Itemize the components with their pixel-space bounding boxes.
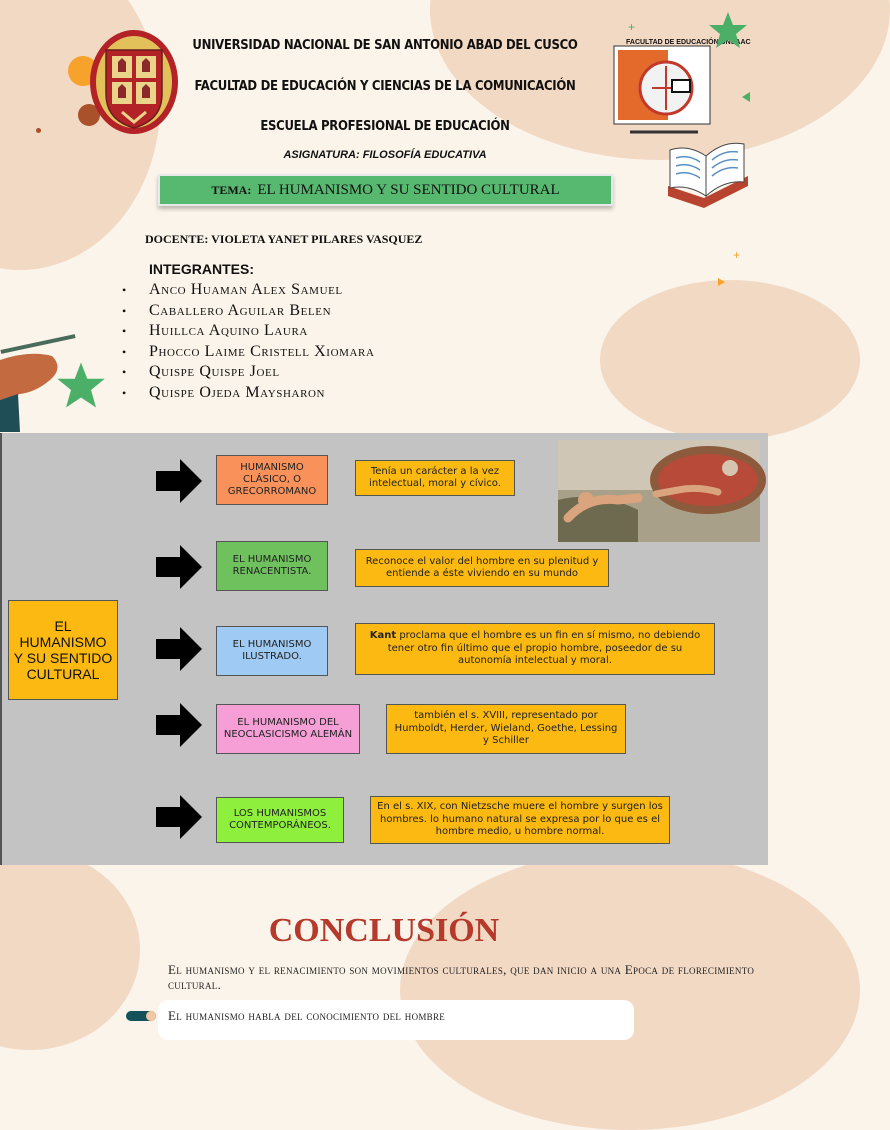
humanism-classic-desc: Tenía un carácter a la vez intelectual, moral y cívico.: [355, 460, 515, 496]
conclusion-title: CONCLUSIÓN: [268, 912, 500, 949]
members-list: [122, 280, 375, 403]
right-arrow-icon: [156, 545, 202, 589]
faculty-name: FACULTAD DE EDUCACIÓN Y CIENCIAS DE LA COMUNICACIÓN: [194, 79, 576, 94]
list-item: • Huillca Aquino Laura: [122, 321, 375, 342]
bullet-toggle-icon: [126, 1011, 156, 1021]
right-arrow-icon: [156, 459, 202, 503]
humanism-enlightenment-desc: [355, 623, 715, 675]
dot: [36, 128, 41, 133]
topic-banner: [158, 174, 613, 206]
list-item: • Anco Huaman Alex Samuel: [122, 280, 375, 301]
small-triangle-icon: [718, 278, 725, 286]
peach-blob-mid-right: [600, 280, 860, 440]
star-icon: [708, 10, 748, 50]
conclusion-paragraph-2: El humanismo habla del conocimiento del hombre: [168, 1008, 446, 1023]
peach-blob-bottom-left: [0, 850, 140, 1050]
list-item: • Phocco Laime Cristell Xiomara: [122, 342, 375, 363]
list-item: • Caballero Aguilar Belen: [122, 301, 375, 322]
humanism-enlightenment-box: EL HUMANISMO ILUSTRADO.: [216, 626, 328, 676]
subject-label: ASIGNATURA: FILOSOFÍA EDUCATIVA: [283, 149, 487, 161]
topic-title: EL HUMANISMO Y SU SENTIDO CULTURAL: [257, 181, 560, 198]
conclusion-paragraph: El humanismo y el renacimiento son movimientos culturales, que dan inicio a una Epoca de florecimiento cultural.: [168, 962, 755, 992]
humanism-classic-box: HUMANISMO CLÁSICO, O GRECORROMANO: [216, 455, 328, 505]
small-triangle-icon: [742, 92, 750, 102]
humanism-contemporary-desc: En el s. XIX, con Nietzsche muere el hombre y surgen los hombres. lo humano natural se expresa por lo que es el hombre medio, u hombre normal.: [370, 796, 670, 844]
right-arrow-icon: [156, 795, 202, 839]
list-item: • Quispe Quispe Joel: [122, 362, 375, 383]
right-arrow-icon: [156, 703, 202, 747]
open-book-icon: [664, 136, 752, 212]
desc-text: proclama que el hombre es un fin en sí mismo, no debiendo tener otro fin último que el propio hombre, poseedor de su autonomía intelectual y moral.: [387, 630, 701, 666]
concept-diagram: [0, 433, 768, 865]
humanism-renaissance-box: EL HUMANISMO RENACENTISTA.: [216, 541, 328, 591]
pencil-hand-icon: [0, 320, 80, 432]
right-arrow-icon: [156, 627, 202, 671]
list-item: • Quispe Ojeda Maysharon: [122, 383, 375, 404]
desc-bold-term: Kant: [369, 630, 397, 641]
university-name: UNIVERSIDAD NACIONAL DE SAN ANTONIO ABAD DEL CUSCO: [192, 38, 578, 53]
sparkle-icon: +: [628, 20, 636, 34]
sparkle-icon: +: [733, 248, 741, 262]
humanism-neoclassicism-box: EL HUMANISMO DEL NEOCLASICISMO ALEMÁN: [216, 704, 360, 754]
humanism-neoclassicism-desc: también el s. XVIII, representado por Humboldt, Herder, Wieland, Goethe, Lessing y Schiller: [386, 704, 626, 754]
humanism-contemporary-box: LOS HUMANISMOS CONTEMPORÁNEOS.: [216, 797, 344, 843]
members-title: INTEGRANTES:: [149, 261, 254, 277]
faculty-logo-icon: [612, 36, 751, 136]
diagram-main-box: EL HUMANISMO Y SU SENTIDO CULTURAL: [8, 600, 118, 700]
faculty-logo-text: FACULTAD DE EDUCACIÓN UNSAAC: [626, 39, 751, 46]
humanism-renaissance-desc: Reconoce el valor del hombre en su plenitud y entiende a éste viviendo en su mundo: [355, 549, 609, 587]
topic-label: TEMA:: [211, 182, 252, 197]
teacher-name: DOCENTE: VIOLETA YANET PILARES VASQUEZ: [145, 232, 423, 246]
school-name: ESCUELA PROFESIONAL DE EDUCACIÓN: [260, 119, 510, 134]
creation-of-adam-painting: [558, 440, 760, 542]
